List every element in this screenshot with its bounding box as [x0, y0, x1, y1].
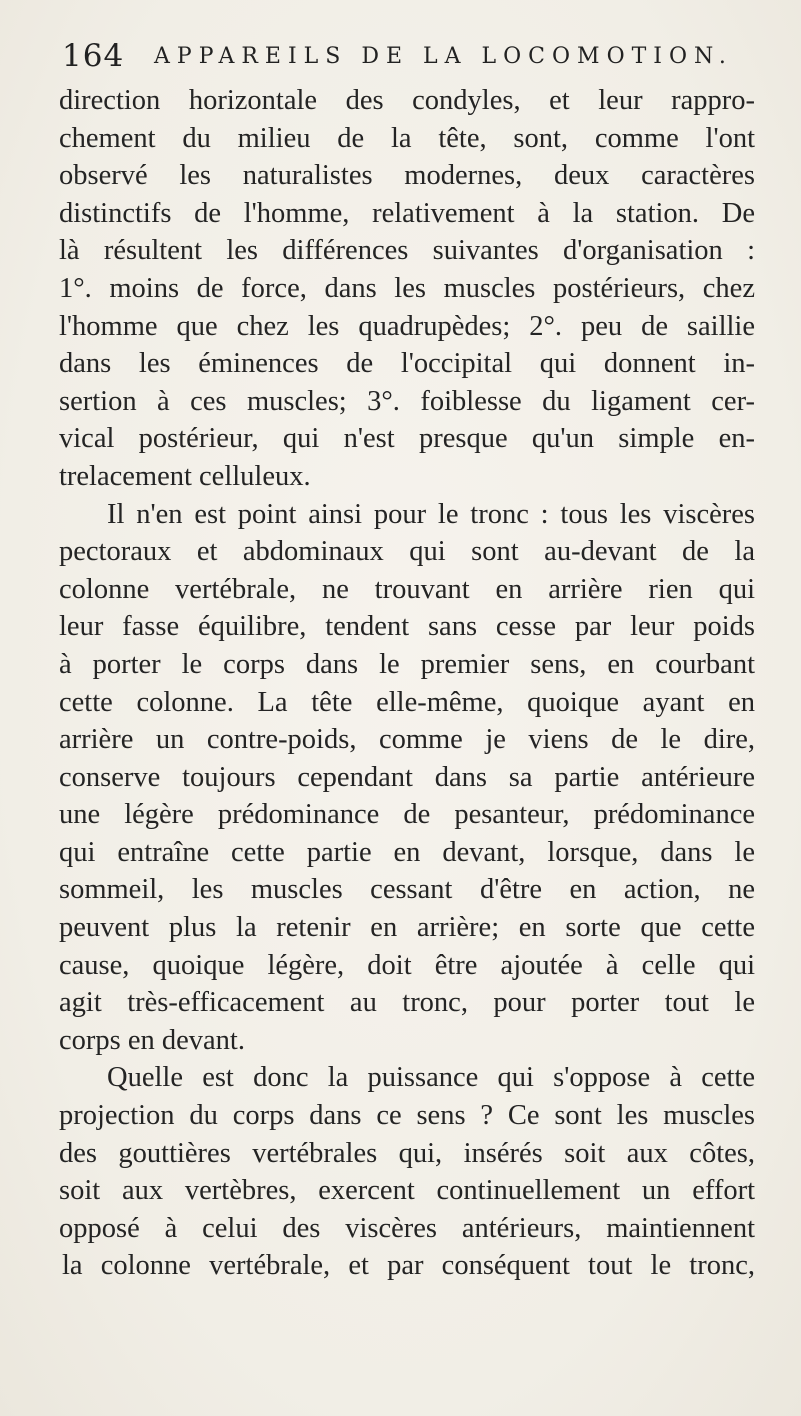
- paragraph-start-line: Quelle est donc la puissance qui s'oppose à cette: [107, 1062, 755, 1094]
- text-line: trelacement celluleux.: [59, 460, 311, 492]
- text-line: opposé à celui des viscères antérieurs, maintiennent: [59, 1212, 755, 1244]
- running-head: APPAREILS DE LA LOCOMOTION.: [154, 44, 733, 69]
- text-line: sommeil, les muscles cessant d'être en action, ne: [59, 874, 755, 906]
- text-line: soit aux vertèbres, exercent continuellement un effort: [59, 1175, 755, 1207]
- text-line: arrière un contre-poids, comme je viens de le dire,: [59, 724, 755, 756]
- text-line: là résultent les différences suivantes d'organisation :: [59, 235, 755, 267]
- text-line: qui entraîne cette partie en devant, lorsque, dans le: [59, 836, 755, 868]
- text-line: l'homme que chez les quadrupèdes; 2°. peu de saillie: [59, 310, 755, 342]
- text-line: leur fasse équilibre, tendent sans cesse par leur poids: [59, 611, 755, 643]
- text-line: pectoraux et abdominaux qui sont au-devant de la: [59, 536, 755, 568]
- text-line: projection du corps dans ce sens ? Ce sont les muscles: [59, 1100, 755, 1132]
- body-text: [59, 82, 755, 1285]
- text-line: colonne vertébrale, ne trouvant en arrière rien qui: [59, 573, 755, 605]
- text-line: des gouttières vertébrales qui, insérés soit aux côtes,: [59, 1137, 755, 1169]
- page-header: [62, 38, 762, 78]
- text-line: direction horizontale des condyles, et leur rappro-: [59, 85, 755, 116]
- text-line: à porter le corps dans le premier sens, en courbant: [59, 648, 755, 680]
- text-line: conserve toujours cependant dans sa partie antérieure: [59, 761, 755, 793]
- text-line: distinctifs de l'homme, relativement à la station. De: [59, 197, 755, 229]
- page-number: 164: [62, 38, 125, 74]
- text-line: dans les éminences de l'occipital qui donnent in-: [59, 348, 755, 380]
- text-line: une légère prédominance de pesanteur, prédominance: [59, 799, 755, 831]
- text-line: chement du milieu de la tête, sont, comme l'ont: [59, 122, 755, 154]
- text-line: cause, quoique légère, doit être ajoutée à celle qui: [59, 949, 755, 981]
- text-line: sertion à ces muscles; 3°. foiblesse du ligament cer-: [59, 385, 755, 417]
- paragraph-start-line: Il n'en est point ainsi pour le tronc : tous les viscères: [107, 498, 755, 530]
- text-line: observé les naturalistes modernes, deux caractères: [59, 160, 755, 192]
- text-line: 1°. moins de force, dans les muscles postérieurs, chez: [59, 272, 755, 304]
- text-line: la colonne vertébrale, et par conséquent tout le tronc,: [62, 1250, 755, 1282]
- text-line: vical postérieur, qui n'est presque qu'un simple en-: [59, 423, 755, 455]
- text-line: peuvent plus la retenir en arrière; en sorte que cette: [59, 912, 755, 944]
- text-line: corps en devant.: [59, 1024, 245, 1056]
- text-line: cette colonne. La tête elle-même, quoique ayant en: [59, 686, 755, 718]
- text-line: agit très-efficacement au tronc, pour porter tout le: [59, 987, 755, 1019]
